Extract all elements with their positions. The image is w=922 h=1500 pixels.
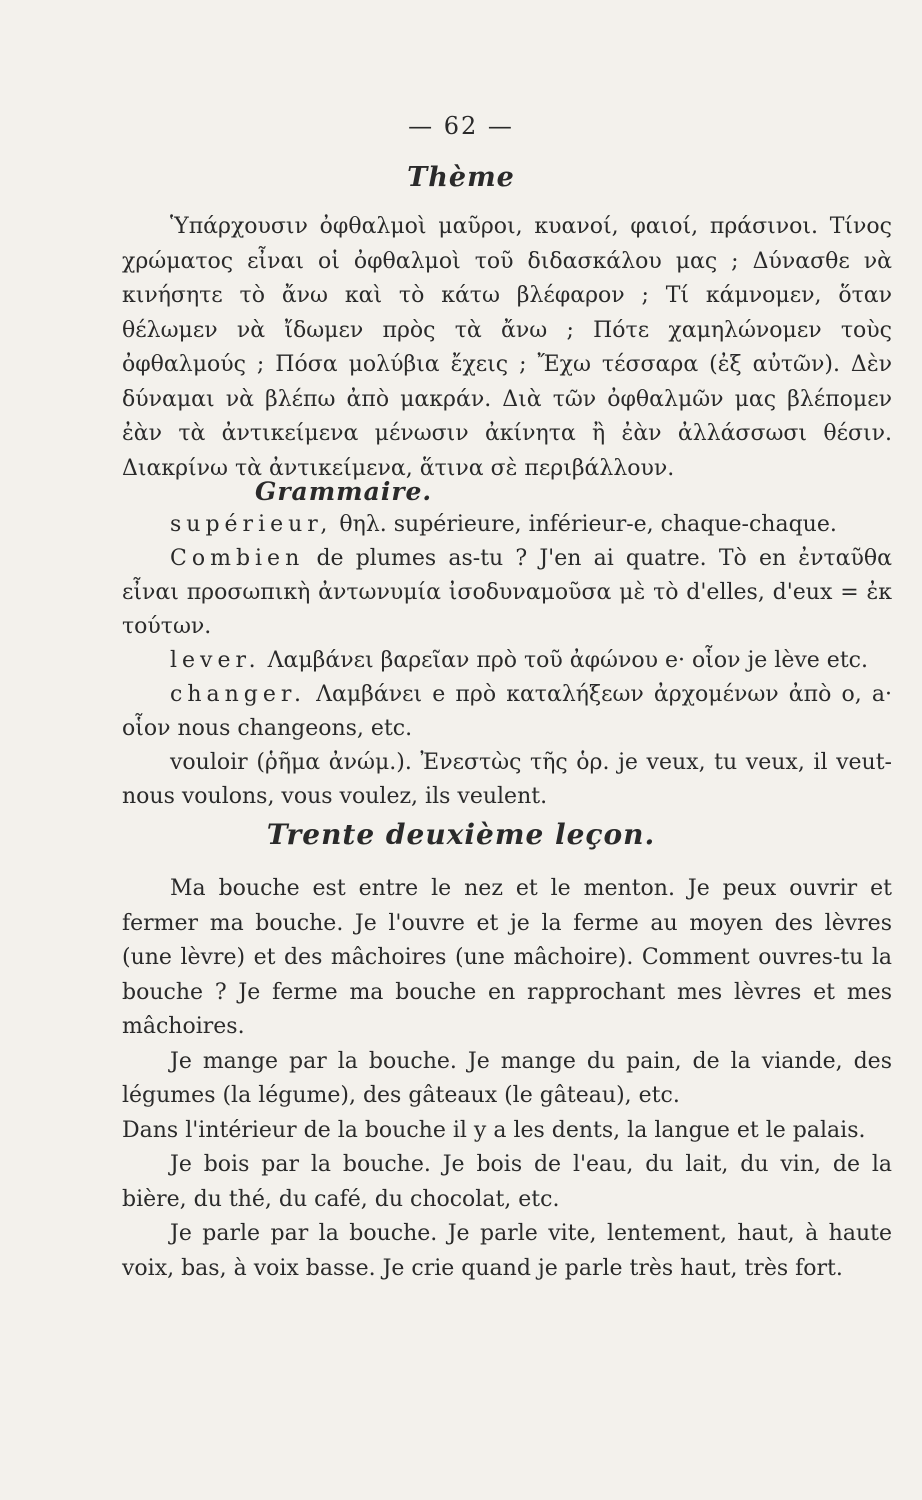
grammar-entry [122,644,892,678]
theme-paragraph: Ὑπάρχουσιν ὀφθαλμοὶ μαῦροι, κυανοί, φαιοί, πράσινοι. Τίνος χρώματος εἶναι οἱ ὀφθαλμοὶ τοῦ διδασκάλου μας ; Δύνασθε νὰ κινήσητε τὸ ἄνω καὶ τὸ κάτω βλέφαρον ; Τί κάμνομεν, ὅταν θέλωμεν νὰ ἴδωμεν πρὸς τὰ ἄνω ; Πότε χαμηλώνομεν τοὺς ὀφθαλμούς ; Πόσα μολύβια ἔχεις ; Ἔχω τέσσαρα (ἐξ αὐτῶν). Δὲν δύναμαι νὰ βλέπω ἀπὸ μακράν. Διὰ τῶν ὀφθαλμῶν μας βλέπομεν ἐὰν τὰ ἀντικείμενα μένωσιν ἀκίνητα ἢ ἐὰν ἀλλάσσωσι θέσιν. Διακρίνω τὰ ἀντικείμενα, ἅτινα σὲ περιβάλλουν. [122,214,892,481]
lesson-text [122,872,892,1286]
grammar-entry [122,678,892,746]
grammar-entry-head: changer. [170,682,306,707]
lesson-paragraph: Je bois par la bouche. Je bois de l'eau, du lait, du vin, de la bière, du thé, du café, du chocolat, etc. [122,1152,892,1212]
lesson-heading: Trente deuxième leçon. [266,818,656,851]
grammaire-heading: Grammaire. [255,477,433,506]
grammar-entry-head: vouloir [170,750,248,775]
grammaire-notes [122,508,892,814]
grammar-entry-text: Λαμβάνει βαρεῖαν πρὸ τοῦ ἀφώνου e· οἷον je lève etc. [267,648,868,673]
grammar-entry-head: lever. [170,648,261,673]
grammar-entry-head: supérieur, [170,512,333,537]
lesson-paragraph: Dans l'intérieur de la bouche il y a les dents, la langue et le palais. [122,1117,866,1143]
lesson-paragraph: Je mange par la bouche. Je mange du pain, de la viande, des légumes (la légume), des gâteaux (le gâteau), etc. [122,1048,892,1108]
lesson-paragraph: Je parle par la bouche. Je parle vite, lentement, haut, à haute voix, bas, à voix basse. Je crie quand je parle très haut, très fort. [122,1221,892,1281]
grammar-entry-text: (ῥῆμα ἀνώμ.). Ἐνεστὼς τῆς ὁρ. je veux, tu veux, il veut-nous voulons, vous voulez, ils veulent. [122,750,892,809]
grammar-entry [122,508,892,542]
lesson-paragraph: Ma bouche est entre le nez et le menton. Je peux ouvrir et fermer ma bouche. Je l'ouvre et je la ferme au moyen des lèvres (une lèvre) et des mâchoires (une mâchoire). Comment ouvres-tu la bouche ? Je ferme ma bouche en rapprochant mes lèvres et mes mâchoires. [122,876,892,1039]
grammar-entry-head: Combien [170,546,305,571]
grammar-entry [122,746,892,814]
grammar-entry-text: θηλ. supérieure, inférieur-e, chaque-chaque. [339,512,837,537]
theme-text [122,210,892,486]
page-number: — 62 — [408,112,514,140]
theme-heading: Thème [407,162,515,193]
grammar-entry-text: Λαμβάνει e πρὸ καταλήξεων ἀρχομένων ἀπὸ o, a· οἷον nous changeons, etc. [122,682,892,741]
grammar-entry [122,542,892,644]
grammar-entry-text: de plumes as-tu ? J'en ai quatre. Τὸ en ἐνταῦθα εἶναι προσωπικὴ ἀντωνυμία ἰσοδυναμοῦσα μὲ τὸ d'elles, d'eux = ἐκ τούτων. [122,546,892,639]
